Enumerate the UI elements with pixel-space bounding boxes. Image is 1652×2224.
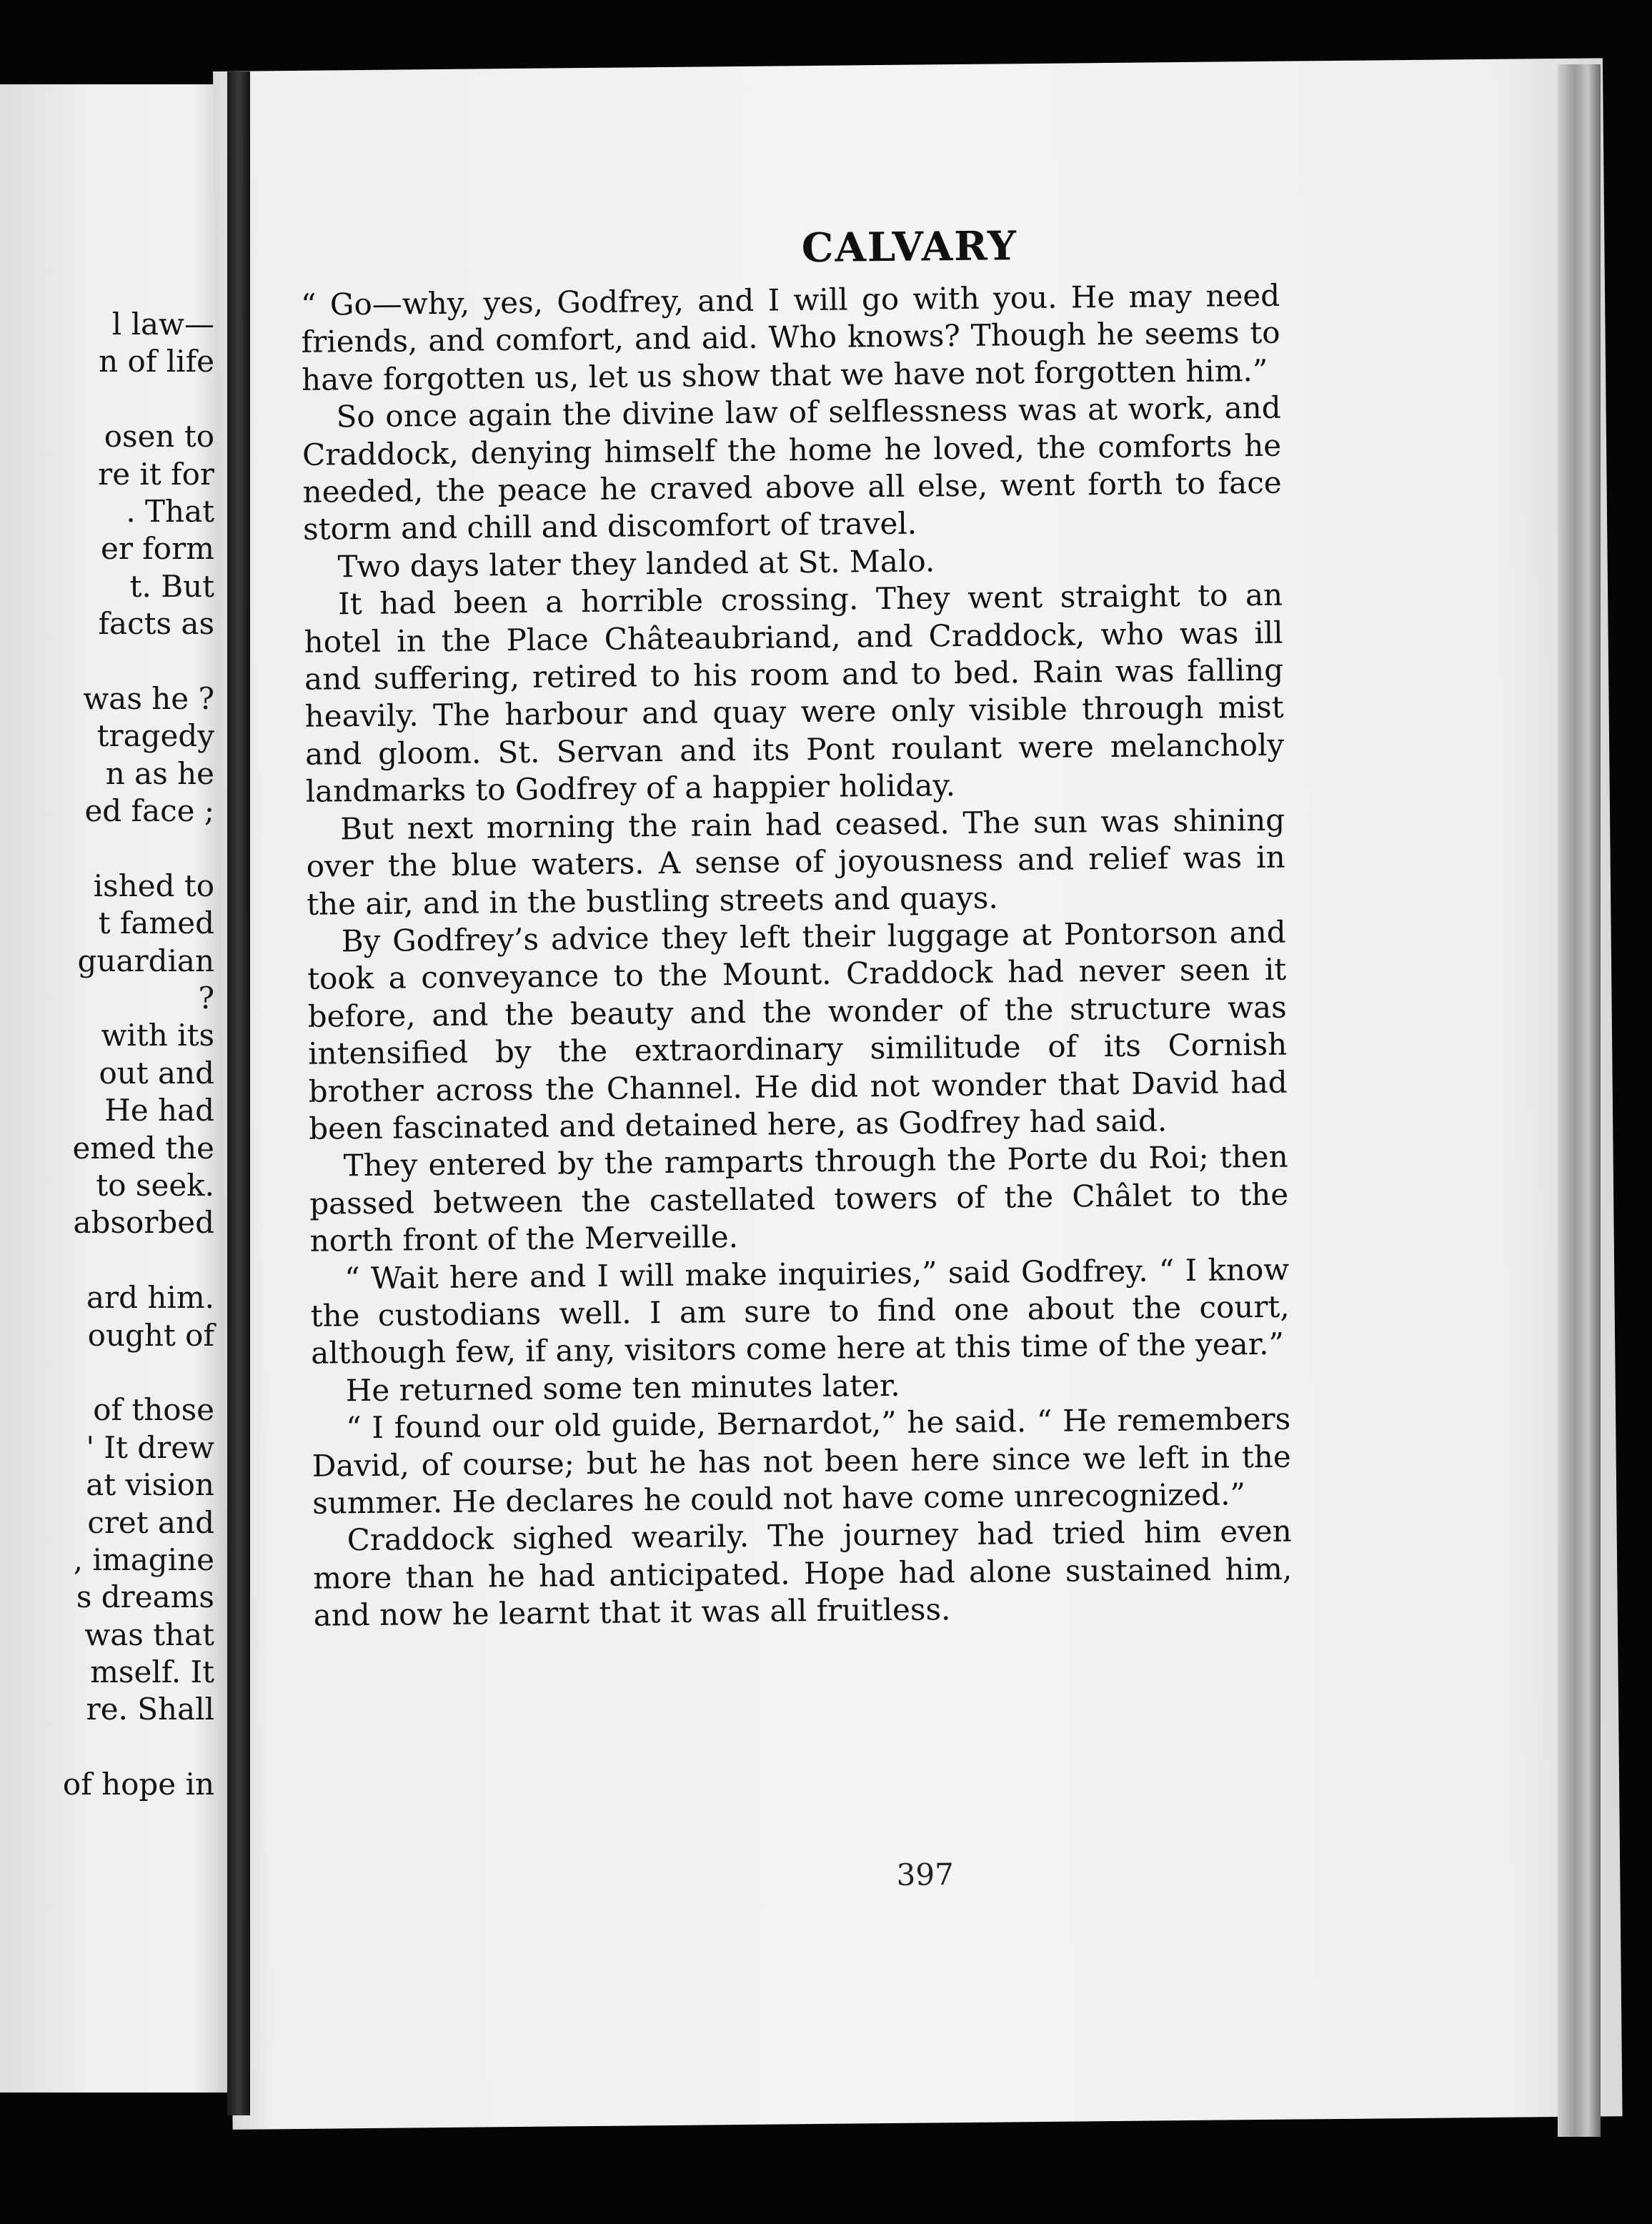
left-page-line: at vision [86, 1467, 214, 1503]
paragraph: So once again the divine law of selflessness was at work, and Craddock, denying himself the home he loved, the comforts he needed, the peace he craved above all else, went forth to face storm and chill and discomfort of travel. [302, 389, 1282, 547]
paragraph: Two days later they landed at St. Malo. [337, 543, 935, 585]
left-page-line: out and [99, 1055, 214, 1091]
left-page-line: guardian [77, 943, 214, 978]
left-page-line: re. Shall [86, 1692, 214, 1727]
left-page-line: was he ? [83, 680, 214, 716]
left-page-line: t famed [98, 905, 214, 941]
paragraph: “ Wait here and I will make inquiries,” said Godfrey. “ I know the custodians well. I am sure to find one about the court, although few, if any, visitors come here at this time of the year.” [310, 1251, 1290, 1371]
left-page-line: , imagine [73, 1542, 214, 1577]
running-head: CALVARY [801, 222, 1018, 272]
left-page-line: tragedy [96, 718, 214, 754]
page-number: 397 [896, 1857, 955, 1892]
left-page-line [0, 830, 214, 867]
left-page-line: er form [100, 531, 214, 567]
left-page-line [0, 1729, 214, 1766]
left-page-line: ' It drew [86, 1429, 214, 1465]
left-page-line: ished to [93, 868, 214, 903]
left-page-line: to seek. [96, 1167, 214, 1203]
left-page-line: cret and [87, 1504, 214, 1540]
left-page-line: . That [126, 493, 214, 529]
left-page-line: with its [101, 1018, 214, 1053]
left-page-line: osen to [104, 419, 214, 455]
paragraph: It had been a horrible crossing. They went straight to an hotel in the Place Châteaubriand, and Craddock, who was ill and suffering, retired to his room and to bed. Rain was falling heavily. The harbour and quay were only visible through mist and gloom. St. Servan and its Pont roulant were melancholy landmarks to Godfrey of a happier holiday. [304, 577, 1285, 810]
left-page-line: n as he [105, 755, 214, 791]
left-page-line: ? [198, 981, 214, 1016]
left-page-text [0, 306, 214, 1804]
paragraph: “ Go—why, yes, Godfrey, and I will go with you. He may need friends, and comfort, and aid. Who knows? Though he seems to have forgotten us, let us show that we have not forgotten him.” [300, 277, 1280, 397]
left-page-line [0, 1354, 214, 1391]
left-page-line [0, 1242, 214, 1279]
left-page-line: t. But [129, 568, 214, 604]
paragraph: Craddock sighed wearily. The journey had tried him even more than he had anticipated. Hope had alone sustained him, and now he learnt that it was all fruitless. [313, 1514, 1293, 1633]
paragraph: They entered by the ramparts through the Porte du Roi; then passed between the castellated towers of the Châlet to the north front of the Merveille. [309, 1138, 1289, 1259]
left-page-line: ought of [87, 1317, 214, 1353]
left-page-line: mself. It [90, 1654, 214, 1690]
left-page-line: of hope in [62, 1767, 214, 1802]
left-page-line: was that [84, 1617, 214, 1652]
left-page-line: of those [93, 1392, 214, 1428]
left-page-line: s dreams [76, 1579, 214, 1615]
left-page-line: absorbed [73, 1205, 214, 1241]
body-text [301, 277, 1293, 1635]
left-page-line: ed face ; [84, 793, 214, 829]
paragraph: But next morning the rain had ceased. The sun was shining over the blue waters. A sense of joyousness and relief was in the air, and in the bustling streets and quays. [306, 802, 1285, 922]
left-page-line: ard him. [86, 1280, 214, 1316]
paragraph: He returned some ten minutes later. [345, 1367, 900, 1409]
left-page-line: n of life [99, 344, 214, 379]
left-page [0, 84, 227, 2093]
left-page-line [0, 643, 214, 680]
paragraph: “ I found our old guide, Bernardot,” he said. “ He remembers David, of course; but he has not been here since we left in the summer. He declares he could not have come unrecognized.” [312, 1401, 1291, 1521]
page-edge [1558, 64, 1601, 2137]
book-gutter [227, 71, 250, 2115]
left-page-line: He had [104, 1093, 214, 1128]
left-page-line: re it for [98, 456, 214, 492]
left-page-line [0, 381, 214, 418]
left-page-line: l law— [111, 307, 214, 342]
left-page-line: facts as [98, 606, 214, 642]
left-page-line: emed the [72, 1130, 214, 1166]
right-page [213, 58, 1623, 2130]
paragraph: By Godfrey’s advice they left their luggage at Pontorson and took a conveyance to the Mount. Craddock had never seen it before, and the beauty and the wonder of the structure was intensified by the extraordinary similitude of its Cornish brother across the Channel. He did not wonder that David had been fascinated and detained here, as Godfrey had said. [307, 914, 1288, 1146]
